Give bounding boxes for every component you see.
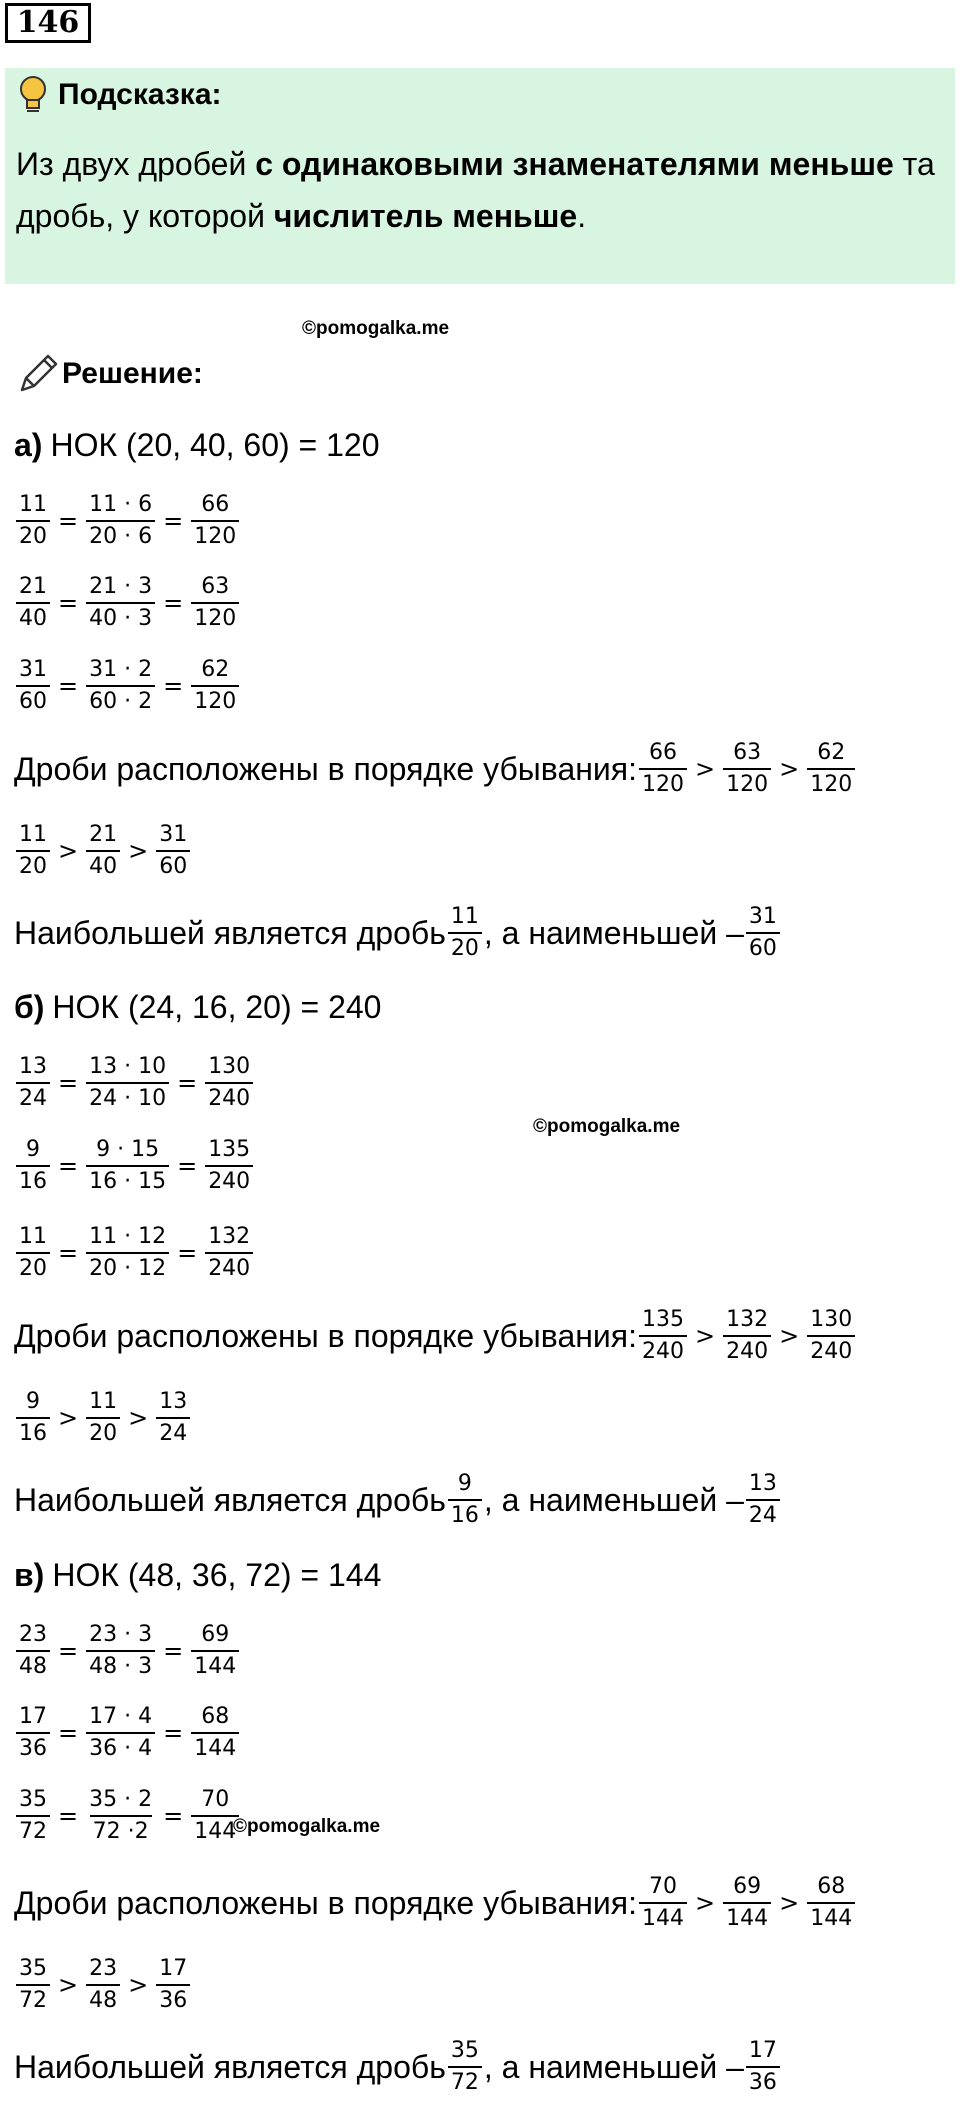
part-a-row-2: $\frac{21}{40}$ = $\frac{21 \cdot 3}{40 \cdot 3}$ = $\frac{63}{120}$ [14, 563, 241, 643]
part-b-original-order: $\frac{9}{16}$ > $\frac{11}{20}$ > $\frac{13}{24}$ [14, 1378, 192, 1458]
watermark: ©pomogalka.me [302, 318, 450, 339]
task-number: 146 [5, 3, 91, 43]
part-b-row-3: $\frac{11}{20}$ = $\frac{11 \cdot 12}{20 \cdot 12}$ = $\frac{132}{240}$ [14, 1213, 255, 1293]
part-a-lcm: а) НОК (20, 40, 60) = 120 [14, 426, 380, 463]
part-a-row-1: $\frac{11}{20}$ = $\frac{11 \cdot 6}{20 \cdot 6}$ = $\frac{66}{120}$ [14, 481, 241, 561]
part-b-lcm: б) НОК (24, 16, 20) = 240 [14, 988, 382, 1025]
pencil-icon [16, 352, 60, 396]
part-c-original-order: $\frac{35}{72}$ > $\frac{23}{48}$ > $\frac{17}{36}$ [14, 1945, 192, 2025]
part-b-order: Дроби расположены в порядке убывания: $\frac{135}{240}$ > $\frac{132}{240}$ > $\frac{130}{240}$ [14, 1296, 857, 1376]
hint-title: Подсказка: [58, 78, 222, 111]
part-a-order: Дроби расположены в порядке убывания: $\frac{66}{120}$ > $\frac{63}{120}$ > $\frac{62}{120}$ [14, 729, 857, 809]
part-b-row-2: $\frac{9}{16}$ = $\frac{9 \cdot 15}{16 \cdot 15}$ = $\frac{135}{240}$ [14, 1126, 255, 1206]
hint-text: Из двух дробей с одинаковыми знаменателями меньше та дробь, у которой числитель меньше. [16, 146, 935, 234]
watermark: ©pomogalka.me [233, 1816, 381, 1837]
part-a-conclusion: Наибольшей является дробь $\frac{11}{20}$ , а наименьшей – $\frac{31}{60}$ [14, 893, 782, 973]
part-c-row-1: $\frac{23}{48}$ = $\frac{23 \cdot 3}{48 \cdot 3}$ = $\frac{69}{144}$ [14, 1611, 241, 1691]
part-c-order: Дроби расположены в порядке убывания: $\frac{70}{144}$ > $\frac{69}{144}$ > $\frac{68}{144}$ [14, 1863, 857, 1943]
watermark: ©pomogalka.me [533, 1116, 681, 1137]
part-c-row-3: $\frac{35}{72}$ = $\frac{35 \cdot 2}{72 \cdot 2}$ = $\frac{70}{144}$ [14, 1776, 241, 1856]
part-b-row-1: $\frac{13}{24}$ = $\frac{13 \cdot 10}{24 \cdot 10}$ = $\frac{130}{240}$ [14, 1043, 255, 1123]
part-a-row-3: $\frac{31}{60}$ = $\frac{31 \cdot 2}{60 \cdot 2}$ = $\frac{62}{120}$ [14, 646, 241, 726]
part-c-conclusion: Наибольшей является дробь $\frac{35}{72}$ , а наименьшей – $\frac{17}{36}$ [14, 2027, 782, 2107]
lightbulb-icon [16, 74, 50, 116]
part-a-original-order: $\frac{11}{20}$ > $\frac{21}{40}$ > $\frac{31}{60}$ [14, 811, 192, 891]
part-c-lcm: в) НОК (48, 36, 72) = 144 [14, 1556, 382, 1593]
part-c-row-2: $\frac{17}{36}$ = $\frac{17 \cdot 4}{36 \cdot 4}$ = $\frac{68}{144}$ [14, 1693, 241, 1773]
part-b-conclusion: Наибольшей является дробь $\frac{9}{16}$ , а наименьшей – $\frac{13}{24}$ [14, 1460, 782, 1540]
solution-title: Решение: [62, 357, 203, 390]
